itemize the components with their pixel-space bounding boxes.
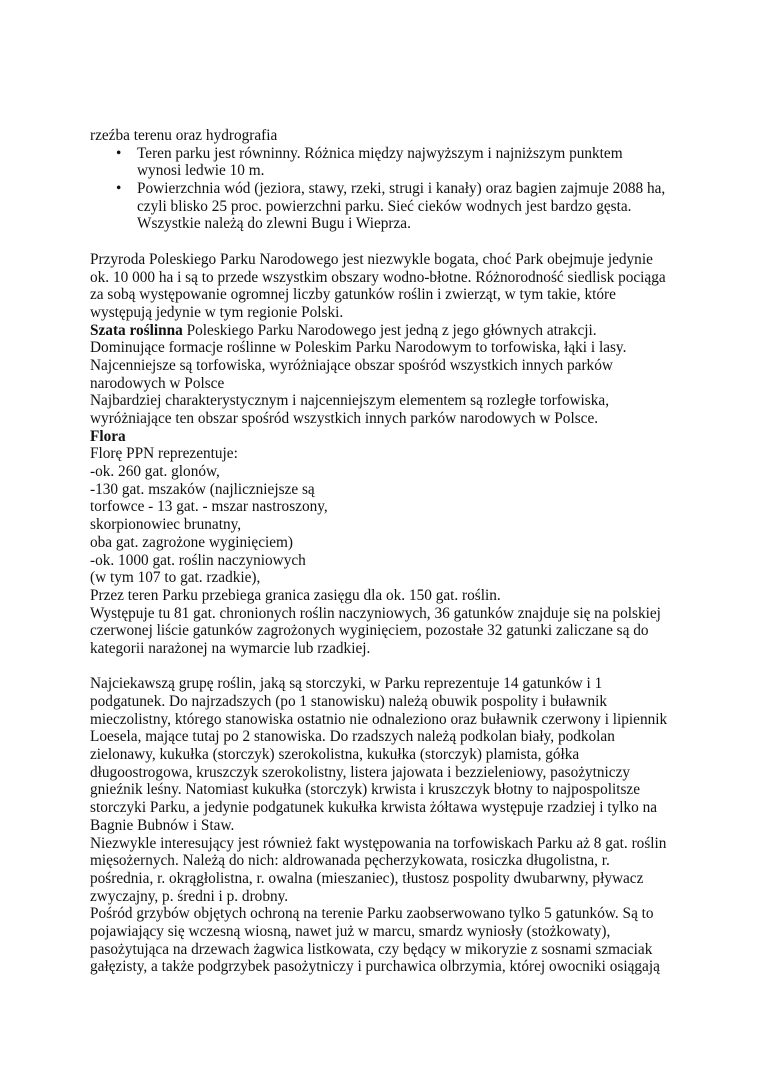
line-text: zielonawy, kukułka (storczyk) szerokolistna, kukułka (storczyk) plamista, gółka [90, 746, 580, 764]
text-line [90, 958, 690, 976]
text-line [90, 534, 690, 552]
line-text: torfowce - 13 gat. - mszar nastroszony, [90, 498, 328, 516]
text-line [90, 552, 690, 570]
text-line [90, 410, 690, 428]
text-line [90, 746, 690, 764]
line-text: mięsożernych. Należą do nich: aldrowanada pęcherzykowata, rosiczka długolistna, r. [90, 852, 610, 870]
line-text: Najbardziej charakterystycznym i najcenniejszym elementem są rozległe torfowiska, [90, 392, 610, 410]
text-line [90, 233, 690, 251]
line-text: oba gat. zagrożone wyginięciem) [90, 533, 294, 551]
text-line [90, 658, 690, 676]
text-line [90, 817, 690, 835]
bullet-item-line [90, 145, 690, 163]
text-line [90, 339, 690, 357]
text-line [90, 835, 690, 853]
text-line [90, 304, 690, 322]
line-text: (w tym 107 to gat. rzadkie), [90, 569, 261, 587]
text-line [90, 375, 690, 393]
line-text: kategorii narażonej na wymarcie lub rzadkiej. [90, 639, 371, 657]
line-text: czerwonej liście gatunków zagrożonych wyginięciem, pozostałe 32 gatunki zaliczane są do [90, 622, 649, 640]
line-text: wynosi ledwie 10 m. [137, 162, 265, 180]
text-line [90, 764, 690, 782]
document-page [90, 127, 690, 976]
bullet-icon: • [116, 144, 122, 162]
text-line [90, 322, 690, 340]
line-text: długoostrogowa, kruszczyk szerokolistny, listera jajowata i bezzieleniowy, pasożytniczy [90, 763, 631, 781]
text-line [90, 781, 690, 799]
text-line [90, 516, 690, 534]
text-line [90, 622, 690, 640]
line-text: Pośród grzybów objętych ochroną na terenie Parku zaobserwowano tylko 5 gatunków. Są to [90, 905, 654, 923]
text-line [90, 605, 690, 623]
line-text: Występuje tu 81 gat. chronionych roślin naczyniowych, 36 gatunków znajduje się na polskiej [90, 604, 661, 622]
line-text: -ok. 1000 gat. roślin naczyniowych [90, 551, 306, 569]
line-text: -ok. 260 gat. glonów, [90, 463, 220, 481]
text-line [90, 127, 690, 145]
line-text: występują jedynie w tym regionie Polski. [90, 303, 344, 321]
text-line [90, 481, 690, 499]
bold-heading: Flora [90, 427, 126, 445]
text-line [90, 941, 690, 959]
line-text: Najcenniejsze są torfowiska, wyróżniające obszar spośród wszystkich innych parków [90, 356, 613, 374]
text-line [90, 587, 690, 605]
text-line [90, 569, 690, 587]
line-text: Najciekawszą grupę roślin, jaką są storczyki, w Parku reprezentuje 14 gatunków i 1 [90, 675, 603, 693]
text-line [90, 640, 690, 658]
line-text: Powierzchnia wód (jeziora, stawy, rzeki, strugi i kanały) oraz bagien zajmuje 2088 ha, [137, 180, 666, 198]
line-text: Teren parku jest równinny. Różnica między najwyższym i najniższym punktem [137, 144, 623, 162]
text-line [90, 251, 690, 269]
text-line [90, 198, 690, 216]
bullet-item-line [90, 180, 690, 198]
line-text: Przez teren Parku przebiega granica zasięgu dla ok. 150 gat. roślin. [90, 586, 501, 604]
line-text: pasożytująca na drzewach żagwica listkowata, czy będący w mikoryzie z sosnami szmaciak [90, 940, 653, 958]
text-line [90, 870, 690, 888]
line-text: pośrednia, r. okrągłolistna, r. owalna (mieszaniec), tłustosz pospolity dwubarwny, pływacz [90, 869, 644, 887]
line-text: Loesela, mające tutaj po 2 stanowiska. Do rzadszych należą podkolan biały, podkolan [90, 728, 615, 746]
line-text: podgatunek. Do najrzadszych (po 1 stanowisku) należą obuwik pospolity i buławnik [90, 693, 608, 710]
line-text: rzeźba terenu oraz hydrografia [90, 127, 278, 144]
bullet-icon: • [116, 180, 122, 198]
line-text: narodowych w Polsce [90, 374, 225, 392]
text-line [90, 888, 690, 906]
text-line [90, 215, 690, 233]
line-text: gnieźnik leśny. Natomiast kukułka (storczyk) krwista i kruszczyk błotny to najpospolitsze [90, 781, 641, 799]
line-text: wyróżniające ten obszar spośród wszystkich innych parków narodowych w Polsce. [90, 410, 599, 427]
line-text: Florę PPN reprezentuje: [90, 445, 238, 463]
line-text: Bagnie Bubnów i Staw. [90, 816, 235, 834]
bold-heading: Szata roślinna [90, 321, 183, 339]
text-line [90, 799, 690, 817]
line-text: ok. 10 000 ha i są to przede wszystkim obszary wodno-błotne. Różnorodność siedlisk pociąga [90, 268, 666, 286]
text-line [90, 852, 690, 870]
text-line [90, 162, 690, 180]
text-line [90, 428, 690, 446]
line-text: skorpionowiec brunatny, [90, 516, 242, 534]
text-line [90, 286, 690, 304]
text-line [90, 445, 690, 463]
line-text: Dominujące formacje roślinne w Poleskim Parku Narodowym to torfowiska, łąki i lasy. [90, 339, 627, 357]
text-line [90, 269, 690, 287]
text-line [90, 498, 690, 516]
line-text: zwyczajny, p. średni i p. drobny. [90, 887, 289, 905]
text-line [90, 728, 690, 746]
line-text: Przyroda Poleskiego Parku Narodowego jest niezwykle bogata, choć Park obejmuje jedynie [90, 250, 653, 268]
line-text: storczyki Parku, a jedynie podgatunek kukułka krwista żółtawa występuje rzadziej i tylko na [90, 799, 658, 817]
line-text: Niezwykle interesujący jest również fakt występowania na torfowiskach Parku aż 8 gat. roślin [90, 834, 667, 852]
line-text: Poleskiego Parku Narodowego jest jedną z jego głównych atrakcji. [182, 321, 597, 339]
text-line [90, 675, 690, 693]
line-text: za sobą występowanie ogromnej liczby gatunków roślin i zwierząt, w tym takie, które [90, 286, 616, 304]
text-line [90, 463, 690, 481]
text-line [90, 693, 690, 711]
line-text: mieczolistny, którego stanowiska ostatnio nie odnaleziono oraz buławnik czerwony i lipiennik [90, 710, 668, 728]
text-line [90, 711, 690, 729]
line-text: -130 gat. mszaków (najliczniejsze są [90, 480, 315, 498]
line-text: czyli blisko 25 proc. powierzchni parku. Sieć cieków wodnych jest bardzo gęsta. [137, 197, 632, 215]
text-line [90, 905, 690, 923]
text-line [90, 923, 690, 941]
line-text: pojawiający się wczesną wiosną, nawet już w marcu, smardz wyniosły (stożkowaty), [90, 922, 611, 940]
line-text: gałęzisty, a także podgrzybek pasożytniczy i purchawica olbrzymia, której owocniki osiągają [90, 958, 660, 976]
line-text: Wszystkie należą do zlewni Bugu i Wieprza. [137, 215, 411, 233]
text-line [90, 392, 690, 410]
text-line [90, 357, 690, 375]
